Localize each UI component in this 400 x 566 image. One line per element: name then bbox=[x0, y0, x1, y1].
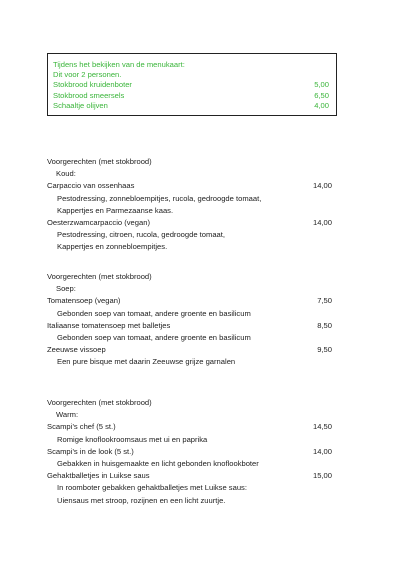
section-warm bbox=[47, 397, 332, 507]
dish-description: Kappertjes en zonnebloempitjes. bbox=[57, 242, 168, 252]
dish-name: Scampi’s in de look (5 st.) bbox=[47, 446, 134, 456]
dish-description: Romige knoflookroomsaus met ui en paprika bbox=[57, 434, 208, 444]
dish-description: Uiensaus met stroop, rozijnen en een licht zuurtje. bbox=[57, 495, 226, 505]
dish-price: 14,50 bbox=[312, 422, 332, 432]
intro-item-price: 5,00 bbox=[314, 80, 329, 90]
dish-price: 14,00 bbox=[312, 218, 332, 228]
intro-item bbox=[53, 91, 330, 101]
section-soep bbox=[47, 271, 332, 369]
dish-row bbox=[47, 470, 332, 482]
intro-item-name: Stokbrood kruidenboter bbox=[53, 80, 132, 90]
dish-description: Pestodressing, zonnebloempitjes, rucola, gedroogde tomaat, bbox=[57, 193, 262, 203]
dish-name: Italiaanse tomatensoep met balletjes bbox=[47, 320, 171, 330]
intro-line-2: Dit voor 2 personen. bbox=[53, 70, 122, 80]
section-koud bbox=[47, 156, 332, 254]
dish-row bbox=[47, 344, 332, 356]
dish-name: Tomatensoep (vegan) bbox=[47, 296, 121, 306]
dish-description: Gebonden soep van tomaat, andere groente en basilicum bbox=[57, 308, 251, 318]
dish-price: 8,50 bbox=[317, 320, 332, 330]
dish-description: Pestodressing, citroen, rucola, gedroogde tomaat, bbox=[57, 230, 226, 240]
dish-row bbox=[47, 446, 332, 458]
dish-price: 14,00 bbox=[312, 446, 332, 456]
intro-item-name: Schaaltje olijven bbox=[53, 100, 108, 110]
intro-item bbox=[53, 101, 330, 111]
section-title: Voorgerechten (met stokbrood) bbox=[47, 398, 152, 407]
dish-price: 14,00 bbox=[312, 181, 332, 191]
dish-name: Gehaktballetjes in Luikse saus bbox=[47, 471, 150, 481]
dish-description: Kappertjes en Parmezaanse kaas. bbox=[57, 205, 174, 215]
section-title: Voorgerechten (met stokbrood) bbox=[47, 272, 152, 281]
section-subtitle: Warm: bbox=[56, 410, 79, 420]
dish-price: 7,50 bbox=[317, 296, 332, 306]
dish-name: Oesterzwamcarpaccio (vegan) bbox=[47, 218, 150, 228]
section-subtitle: Soep: bbox=[56, 284, 76, 294]
section-subtitle: Koud: bbox=[56, 169, 76, 179]
dish-name: Carpaccio van ossenhaas bbox=[47, 181, 135, 191]
dish-row bbox=[47, 421, 332, 433]
dish-description: In roomboter gebakken gehaktballetjes met Luikse saus: bbox=[57, 483, 247, 493]
dish-description: Een pure bisque met daarin Zeeuwse grijze garnalen bbox=[57, 357, 236, 367]
dish-row bbox=[47, 295, 332, 307]
dish-price: 15,00 bbox=[312, 471, 332, 481]
dish-row bbox=[47, 180, 332, 192]
dish-description: Gebonden soep van tomaat, andere groente en basilicum bbox=[57, 333, 251, 343]
intro-item bbox=[53, 80, 330, 90]
intro-item-price: 4,00 bbox=[314, 100, 329, 110]
intro-item-name: Stokbrood smeersels bbox=[53, 90, 125, 100]
dish-description: Gebakken in huisgemaakte en licht gebonden knoflookboter bbox=[57, 459, 259, 469]
intro-item-price: 6,50 bbox=[314, 90, 329, 100]
dish-row bbox=[47, 217, 332, 229]
intro-box bbox=[47, 53, 337, 116]
dish-name: Scampi’s chef (5 st.) bbox=[47, 422, 116, 432]
dish-price: 9,50 bbox=[317, 345, 332, 355]
dish-name: Zeeuwse vissoep bbox=[47, 345, 106, 355]
dish-row bbox=[47, 320, 332, 332]
section-title: Voorgerechten (met stokbrood) bbox=[47, 157, 152, 166]
intro-line-1: Tijdens het bekijken van de menukaart: bbox=[53, 60, 185, 69]
